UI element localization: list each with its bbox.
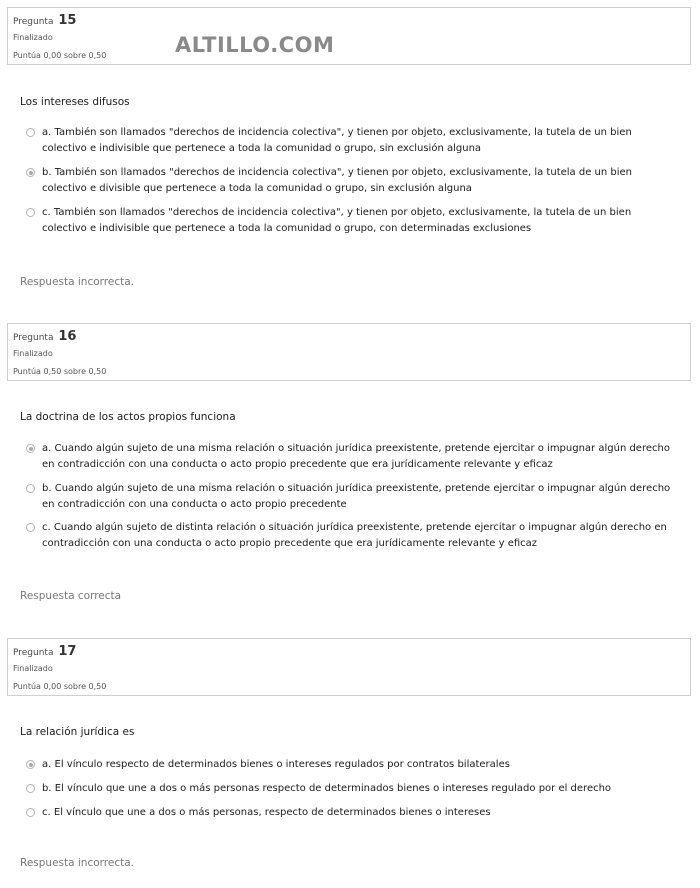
question-state: Finalizado: [13, 664, 53, 673]
option-text: Cuando algún sujeto de distinta relación o situación jurídica preexistente, pretende ejercitar o impugnar algún derecho en contradicción con una conducta o acto propio precedente que era jurídicamente relevante y eficaz: [42, 522, 667, 549]
question-info-box: [7, 7, 691, 65]
option-text: También son llamados "derechos de incidencia colectiva", y tienen por objeto, exclusivamente, la tutela de un bien colectivo e indivisible que pertenece a toda la comunidad o grupo, con determinadas exclusiones: [42, 207, 632, 234]
question-grade: Puntúa 0,00 sobre 0,50: [13, 51, 107, 60]
answer-option[interactable]: a. También son llamados "derechos de incidencia colectiva", y tienen por objeto, exclusivamente, la tutela de un bien colectivo e indivisible que pertenece a toda la comunidad o grupo, sin exclusión alguna: [26, 125, 676, 157]
question-info-box: [7, 638, 691, 696]
question-info-box: [7, 323, 691, 381]
question-number: Pregunta 15: [13, 13, 77, 28]
option-text: Cuando algún sujeto de una misma relación o situación jurídica preexistente, pretende ejercitar o impugnar algún derecho en contradicción con una conducta o acto propio precedente que era jurídicamente relevante y eficaz: [42, 443, 670, 470]
question-grade: Puntúa 0,00 sobre 0,50: [13, 682, 107, 691]
option-text: También son llamados "derechos de incidencia colectiva", y tienen por objeto, exclusivamente, la tutela de un bien colectivo e divisible que pertenece a toda la comunidad o grupo, sin exclusión alguna: [42, 167, 632, 194]
radio-button[interactable]: [26, 128, 35, 137]
question-number: Pregunta 17: [13, 644, 77, 659]
answer-option[interactable]: a. El vínculo respecto de determinados bienes o intereses regulados por contratos bilaterales: [26, 757, 676, 773]
radio-button[interactable]: [26, 444, 35, 453]
answer-option[interactable]: b. Cuando algún sujeto de una misma relación o situación jurídica preexistente, pretende ejercitar o impugnar algún derecho en contradicción con una conducta o acto propio precedente: [26, 481, 676, 513]
answer-option[interactable]: b. También son llamados "derechos de incidencia colectiva", y tienen por objeto, exclusivamente, la tutela de un bien colectivo e divisible que pertenece a toda la comunidad o grupo, sin exclusión alguna: [26, 165, 676, 197]
option-text: También son llamados "derechos de incidencia colectiva", y tienen por objeto, exclusivamente, la tutela de un bien colectivo e indivisible que pertenece a toda la comunidad o grupo, sin exclusión alguna: [42, 127, 632, 154]
option-text: El vínculo respecto de determinados bienes o intereses regulados por contratos bilaterales: [54, 759, 510, 770]
question-state: Finalizado: [13, 349, 53, 358]
question-text: La relación jurídica es: [20, 726, 135, 738]
question-text: La doctrina de los actos propios funciona: [20, 411, 236, 423]
option-text: El vínculo que une a dos o más personas, respecto de determinados bienes o intereses: [53, 807, 491, 818]
answer-option[interactable]: b. El vínculo que une a dos o más personas respecto de determinados bienes o intereses regulado por el derecho: [26, 781, 676, 797]
radio-button[interactable]: [26, 784, 35, 793]
watermark: ALTILLO.COM: [175, 33, 335, 57]
option-text: Cuando algún sujeto de una misma relación o situación jurídica preexistente, pretende ejercitar o impugnar algún derecho en contradicción con una conducta o acto propio precedente: [42, 483, 671, 510]
radio-button[interactable]: [26, 484, 35, 493]
question-number: Pregunta 16: [13, 329, 77, 344]
feedback-text: Respuesta incorrecta.: [20, 857, 135, 869]
question-text: Los intereses difusos: [20, 96, 130, 108]
feedback-text: Respuesta correcta: [20, 590, 122, 602]
answer-option[interactable]: c. Cuando algún sujeto de distinta relación o situación jurídica preexistente, pretende ejercitar o impugnar algún derecho en contradicción con una conducta o acto propio precedente que era jurídicamente relevante y eficaz: [26, 520, 676, 552]
answer-option[interactable]: c. El vínculo que une a dos o más personas, respecto de determinados bienes o intereses: [26, 805, 676, 821]
option-text: El vínculo que une a dos o más personas respecto de determinados bienes o intereses regulado por el derecho: [54, 783, 612, 794]
radio-button[interactable]: [26, 523, 35, 532]
feedback-text: Respuesta incorrecta.: [20, 276, 135, 288]
radio-button[interactable]: [26, 168, 35, 177]
radio-button[interactable]: [26, 808, 35, 817]
question-grade: Puntúa 0,50 sobre 0,50: [13, 367, 107, 376]
radio-button[interactable]: [26, 760, 35, 769]
answer-option[interactable]: a. Cuando algún sujeto de una misma relación o situación jurídica preexistente, pretende ejercitar o impugnar algún derecho en contradicción con una conducta o acto propio precedente que era jurídicamente relevante y eficaz: [26, 441, 676, 473]
question-state: Finalizado: [13, 33, 53, 42]
answer-option[interactable]: c. También son llamados "derechos de incidencia colectiva", y tienen por objeto, exclusivamente, la tutela de un bien colectivo e indivisible que pertenece a toda la comunidad o grupo, con determinadas exclusiones: [26, 205, 676, 237]
radio-button[interactable]: [26, 208, 35, 217]
